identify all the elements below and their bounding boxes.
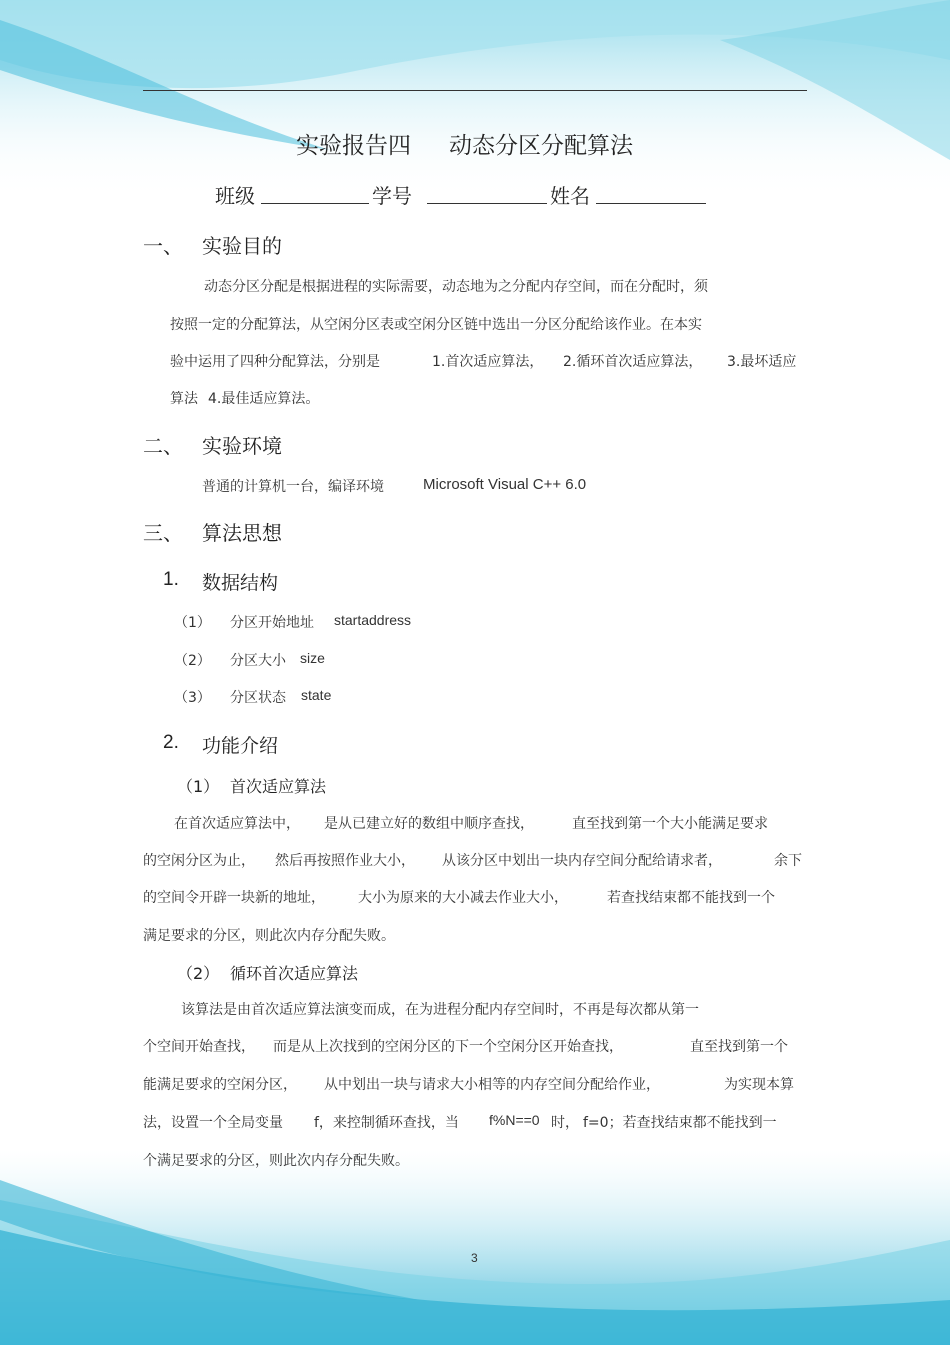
paragraph-line: 该算法是由首次适应算法演变而成，在为进程分配内存空间时，不再是每次都从第一 [181, 1002, 699, 1018]
algorithm-number: （2） [177, 964, 220, 983]
item-field: size [300, 650, 325, 666]
subsection-number: 1. [163, 569, 179, 590]
paragraph-line: 个空间开始查找， [143, 1039, 255, 1055]
algorithm-heading: 首次适应算法 [230, 777, 327, 796]
paragraph-line: 2.循环首次适应算法， [563, 354, 703, 370]
paragraph-line: 的空闲分区为止， [143, 853, 255, 869]
paragraph-line: 4.最佳适应算法。 [208, 391, 320, 407]
paragraph-line: 为实现本算 [724, 1077, 794, 1093]
paragraph-line: 3.最坏适应 [727, 354, 797, 370]
item-number: （3） [174, 690, 211, 706]
section-number: 一、 [143, 234, 183, 258]
section-heading: 实验目的 [202, 234, 282, 258]
paragraph-line: 在首次适应算法中， [174, 816, 300, 832]
paragraph-line: 直至找到第一个大小能满足要求 [572, 816, 768, 832]
algorithm-heading: 循环首次适应算法 [230, 964, 359, 983]
paragraph-line: 的空间令开辟一块新的地址， [143, 890, 325, 906]
paragraph-line: 验中运用了四种分配算法，分别是 [170, 354, 380, 370]
paragraph-line: 能满足要求的空闲分区， [143, 1077, 297, 1093]
item-number: （1） [174, 615, 211, 631]
class-blank [261, 183, 369, 204]
name-label: 姓名 [550, 184, 590, 208]
student-id-blank [427, 183, 547, 204]
paragraph-line: f%N==0 [489, 1112, 540, 1128]
paragraph-line: 从中划出一块与请求大小相等的内存空间分配给作业， [324, 1077, 660, 1093]
paragraph-line: 直至找到第一个 [690, 1039, 788, 1055]
paragraph-line: 满足要求的分区，则此次内存分配失败。 [143, 928, 395, 944]
paragraph-line: 而是从上次找到的空闲分区的下一个空闲分区开始查找， [273, 1039, 623, 1055]
paragraph-line: 大小为原来的大小减去作业大小， [358, 890, 568, 906]
item-label: 分区状态 [230, 690, 286, 706]
item-field: state [301, 687, 332, 703]
class-label: 班级 [215, 184, 255, 208]
paragraph-line: 是从已建立好的数组中顺序查找， [324, 816, 534, 832]
item-label: 分区大小 [230, 653, 286, 669]
paragraph-line: 若查找结束都不能找到一个 [607, 890, 775, 906]
item-number: （2） [174, 653, 211, 669]
paragraph-line: 时， [551, 1115, 579, 1131]
name-blank [596, 183, 706, 204]
paragraph-line: 从该分区中划出一块内存空间分配给请求者， [442, 853, 722, 869]
page-number: 3 [471, 1251, 478, 1265]
environment-value: Microsoft Visual C++ 6.0 [423, 476, 587, 493]
subsection-heading: 功能介绍 [202, 735, 279, 757]
item-label: 分区开始地址 [230, 615, 314, 631]
environment-text: 普通的计算机一台，编译环境 [202, 479, 384, 495]
paragraph-line: f=0；若查找结束都不能找到一 [583, 1115, 777, 1131]
paragraph-line: 1.首次适应算法， [432, 354, 544, 370]
paragraph-line: 算法 [170, 391, 198, 407]
subsection-heading: 数据结构 [202, 572, 279, 594]
paragraph-line: 按照一定的分配算法，从空闲分区表或空闲分区链中选出一分区分配给该作业。在本实 [170, 317, 702, 333]
subsection-number: 2. [163, 732, 179, 753]
paragraph-line: 个满足要求的分区，则此次内存分配失败。 [143, 1153, 409, 1169]
section-number: 二、 [143, 434, 183, 458]
paragraph-line: f，来控制循环查找，当 [314, 1115, 459, 1131]
algorithm-number: （1） [177, 777, 220, 796]
section-number: 三、 [143, 521, 183, 545]
paragraph-line: 余下 [774, 853, 802, 869]
report-title: 实验报告四 [296, 133, 411, 159]
student-id-label: 学号 [372, 184, 412, 208]
paragraph-line: 法，设置一个全局变量 [143, 1115, 283, 1131]
section-heading: 算法思想 [202, 521, 282, 545]
report-subtitle: 动态分区分配算法 [449, 133, 633, 159]
section-heading: 实验环境 [202, 434, 282, 458]
header-rule [143, 90, 807, 91]
item-field: startaddress [334, 612, 412, 628]
paragraph-line: 动态分区分配是根据进程的实际需要，动态地为之分配内存空间，而在分配时，须 [204, 279, 708, 295]
paragraph-line: 然后再按照作业大小， [275, 853, 415, 869]
